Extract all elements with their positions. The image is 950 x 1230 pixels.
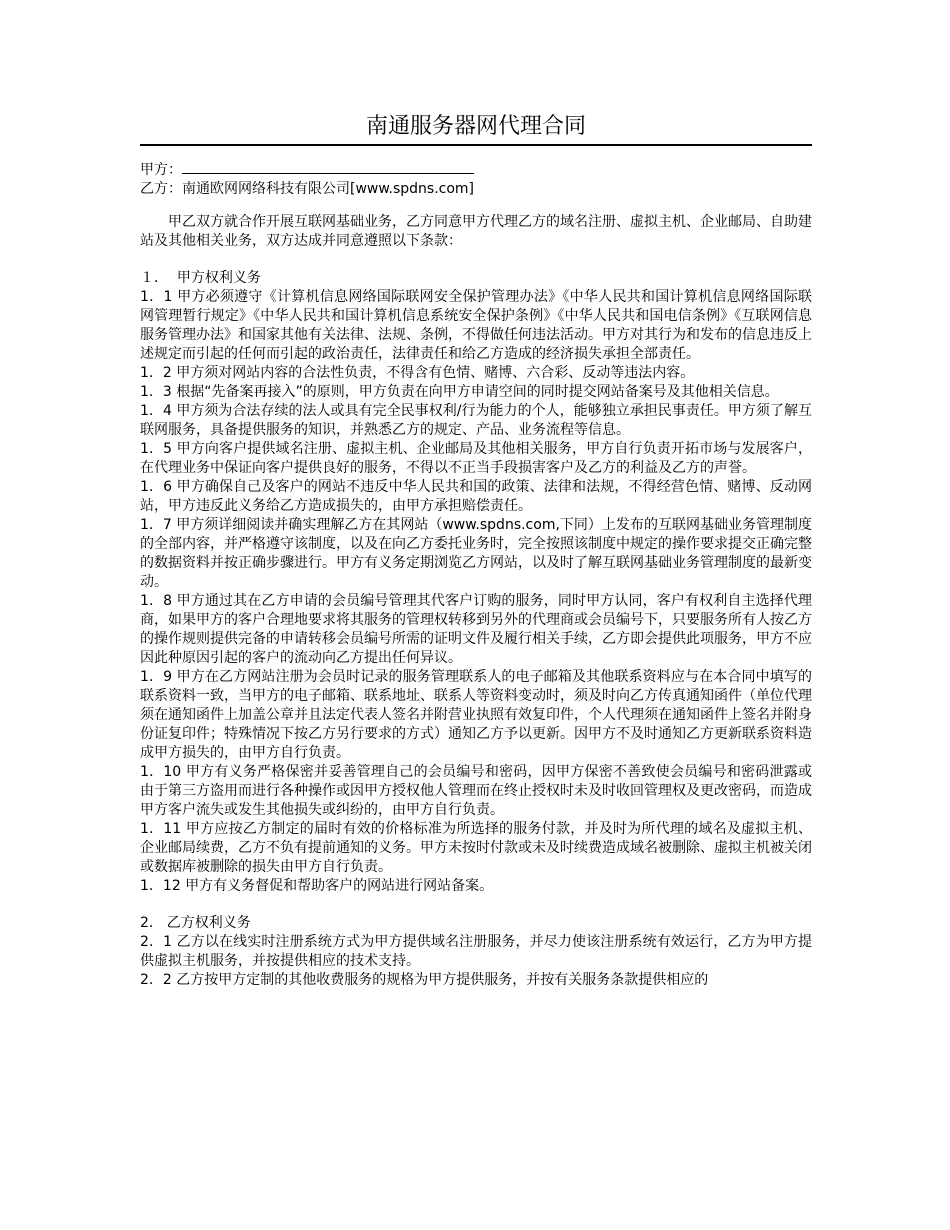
clause-1-10: 1．10 甲方有义务严格保密并妥善管理自己的会员编号和密码，因甲方保密不善致使会员编号和密码泄露或由于第三方盗用而进行各种操作或因甲方授权他人管理而在终止授权时未及时收回管理权及更改密码，而造成甲方客户流失或发生其他损失或纠纷的，由甲方自行负责。 — [140, 764, 812, 818]
section-1-heading: １． 甲方权利义务 — [140, 270, 261, 286]
party-a-line — [140, 160, 812, 180]
clause-1-11: 1．11 甲方应按乙方制定的届时有效的价格标准为所选择的服务付款，并及时为所代理的域名及虚拟主机、企业邮局续费，乙方不负有提前通知的义务。甲方未按时付款或未及时续费造成域名被删除、虚拟主机被关闭或数据库被删除的损失由甲方自行负责。 — [140, 821, 812, 875]
title-underline — [140, 144, 812, 146]
party-b-line: 乙方：南通欧网网络科技有限公司[www.spdns.com] — [140, 181, 475, 197]
clause-2-2: 2．2 乙方按甲方定制的其他收费服务的规格为甲方提供服务，并按有关服务条款提供相应的 — [140, 972, 709, 988]
contract-page — [140, 112, 812, 990]
intro-paragraph: 甲乙双方就合作开展互联网基础业务，乙方同意甲方代理乙方的域名注册、虚拟主机、企业邮局、自助建站及其他相关业务，双方达成并同意遵照以下条款： — [140, 214, 812, 249]
clause-1-8: 1．8 甲方通过其在乙方申请的会员编号管理其代客户订购的服务，同时甲方认同，客户有权利自主选择代理商，如果甲方的客户合理地要求将其服务的管理权转移到另外的代理商或会员编号下，只要服务所有人按乙方的操作规则提供完备的申请转移会员编号所需的证明文件及履行相关手续，乙方即会提供此项服务，甲方不应因此种原因引起的客户的流动向乙方提出任何异议。 — [140, 593, 812, 666]
section-2-heading: 2. 乙方权利义务 — [140, 915, 251, 931]
clause-1-1: 1．1 甲方必须遵守《计算机信息网络国际联网安全保护管理办法》《中华人民共和国计算机信息网络国际联网管理暂行规定》《中华人民共和国计算机信息系统安全保护条例》《中华人民共和国电信条例》《互联网信息服务管理办法》和国家其他有关法律、法规、条例，不得做任何违法活动。甲方对其行为和发布的信息违反上述规定而引起的任何而引起的政治责任，法律责任和给乙方造成的经济损失承担全部责任。 — [140, 289, 812, 362]
clause-2-1: 2．1 乙方以在线实时注册系统方式为甲方提供域名注册服务，并尽力使该注册系统有效运行，乙方为甲方提供虚拟主机服务，并按提供相应的技术支持。 — [140, 934, 812, 969]
clause-1-4: 1．4 甲方须为合法存续的法人或具有完全民事权利/行为能力的个人，能够独立承担民事责任。甲方须了解互联网服务，具备提供服务的知识，并熟悉乙方的规定、产品、业务流程等信息。 — [140, 403, 812, 438]
party-a-label: 甲方： — [140, 162, 182, 178]
clause-1-12: 1．12 甲方有义务督促和帮助客户的网站进行网站备案。 — [140, 878, 494, 894]
clause-1-5: 1．5 甲方向客户提供域名注册、虚拟主机、企业邮局及其他相关服务，甲方自行负责开拓市场与发展客户，在代理业务中保证向客户提供良好的服务，不得以不正当手段损害客户及乙方的利益及乙方的声誉。 — [140, 441, 812, 476]
section-1-clauses — [140, 288, 812, 896]
clause-1-9: 1．9 甲方在乙方网站注册为会员时记录的服务管理联系人的电子邮箱及其他联系资料应与在本合同中填写的联系资料一致，当甲方的电子邮箱、联系地址、联系人等资料变动时，须及时向乙方传真通知函件（单位代理须在通知函件上加盖公章并且法定代表人签名并附营业执照有效复印件，个人代理须在通知函件上签名并附身份证复印件；特殊情况下按乙方另行要求的方式）通知乙方予以更新。因甲方不及时通知乙方更新联系资料造成甲方损失的，由甲方自行负责。 — [140, 669, 812, 761]
clause-1-6: 1．6 甲方确保自己及客户的网站不违反中华人民共和国的政策、法律和法规，不得经营色情、赌博、反动网站，甲方违反此义务给乙方造成损失的，由甲方承担赔偿责任。 — [140, 479, 812, 514]
clause-1-3: 1．3 根据“先备案再接入”的原则，甲方负责在向甲方申请空间的同时提交网站备案号及其他相关信息。 — [140, 384, 779, 400]
section-2-clauses — [140, 933, 812, 990]
party-a-blank — [182, 160, 474, 174]
document-title: 南通服务器网代理合同 — [365, 114, 586, 139]
clause-1-2: 1．2 甲方须对网站内容的合法性负责，不得含有色情、赌博、六合彩、反动等违法内容。 — [140, 365, 695, 381]
clause-1-7: 1．7 甲方须详细阅读并确实理解乙方在其网站（www.spdns.com,下同）上发布的互联网基础业务管理制度的全部内容，并严格遵守该制度，以及在向乙方委托业务时，完全按照该制度中规定的操作要求提交正确完整的数据资料并按正确步骤进行。甲方有义务定期浏览乙方网站，以及时了解互联网基础业务管理制度的最新变动。 — [140, 517, 812, 590]
